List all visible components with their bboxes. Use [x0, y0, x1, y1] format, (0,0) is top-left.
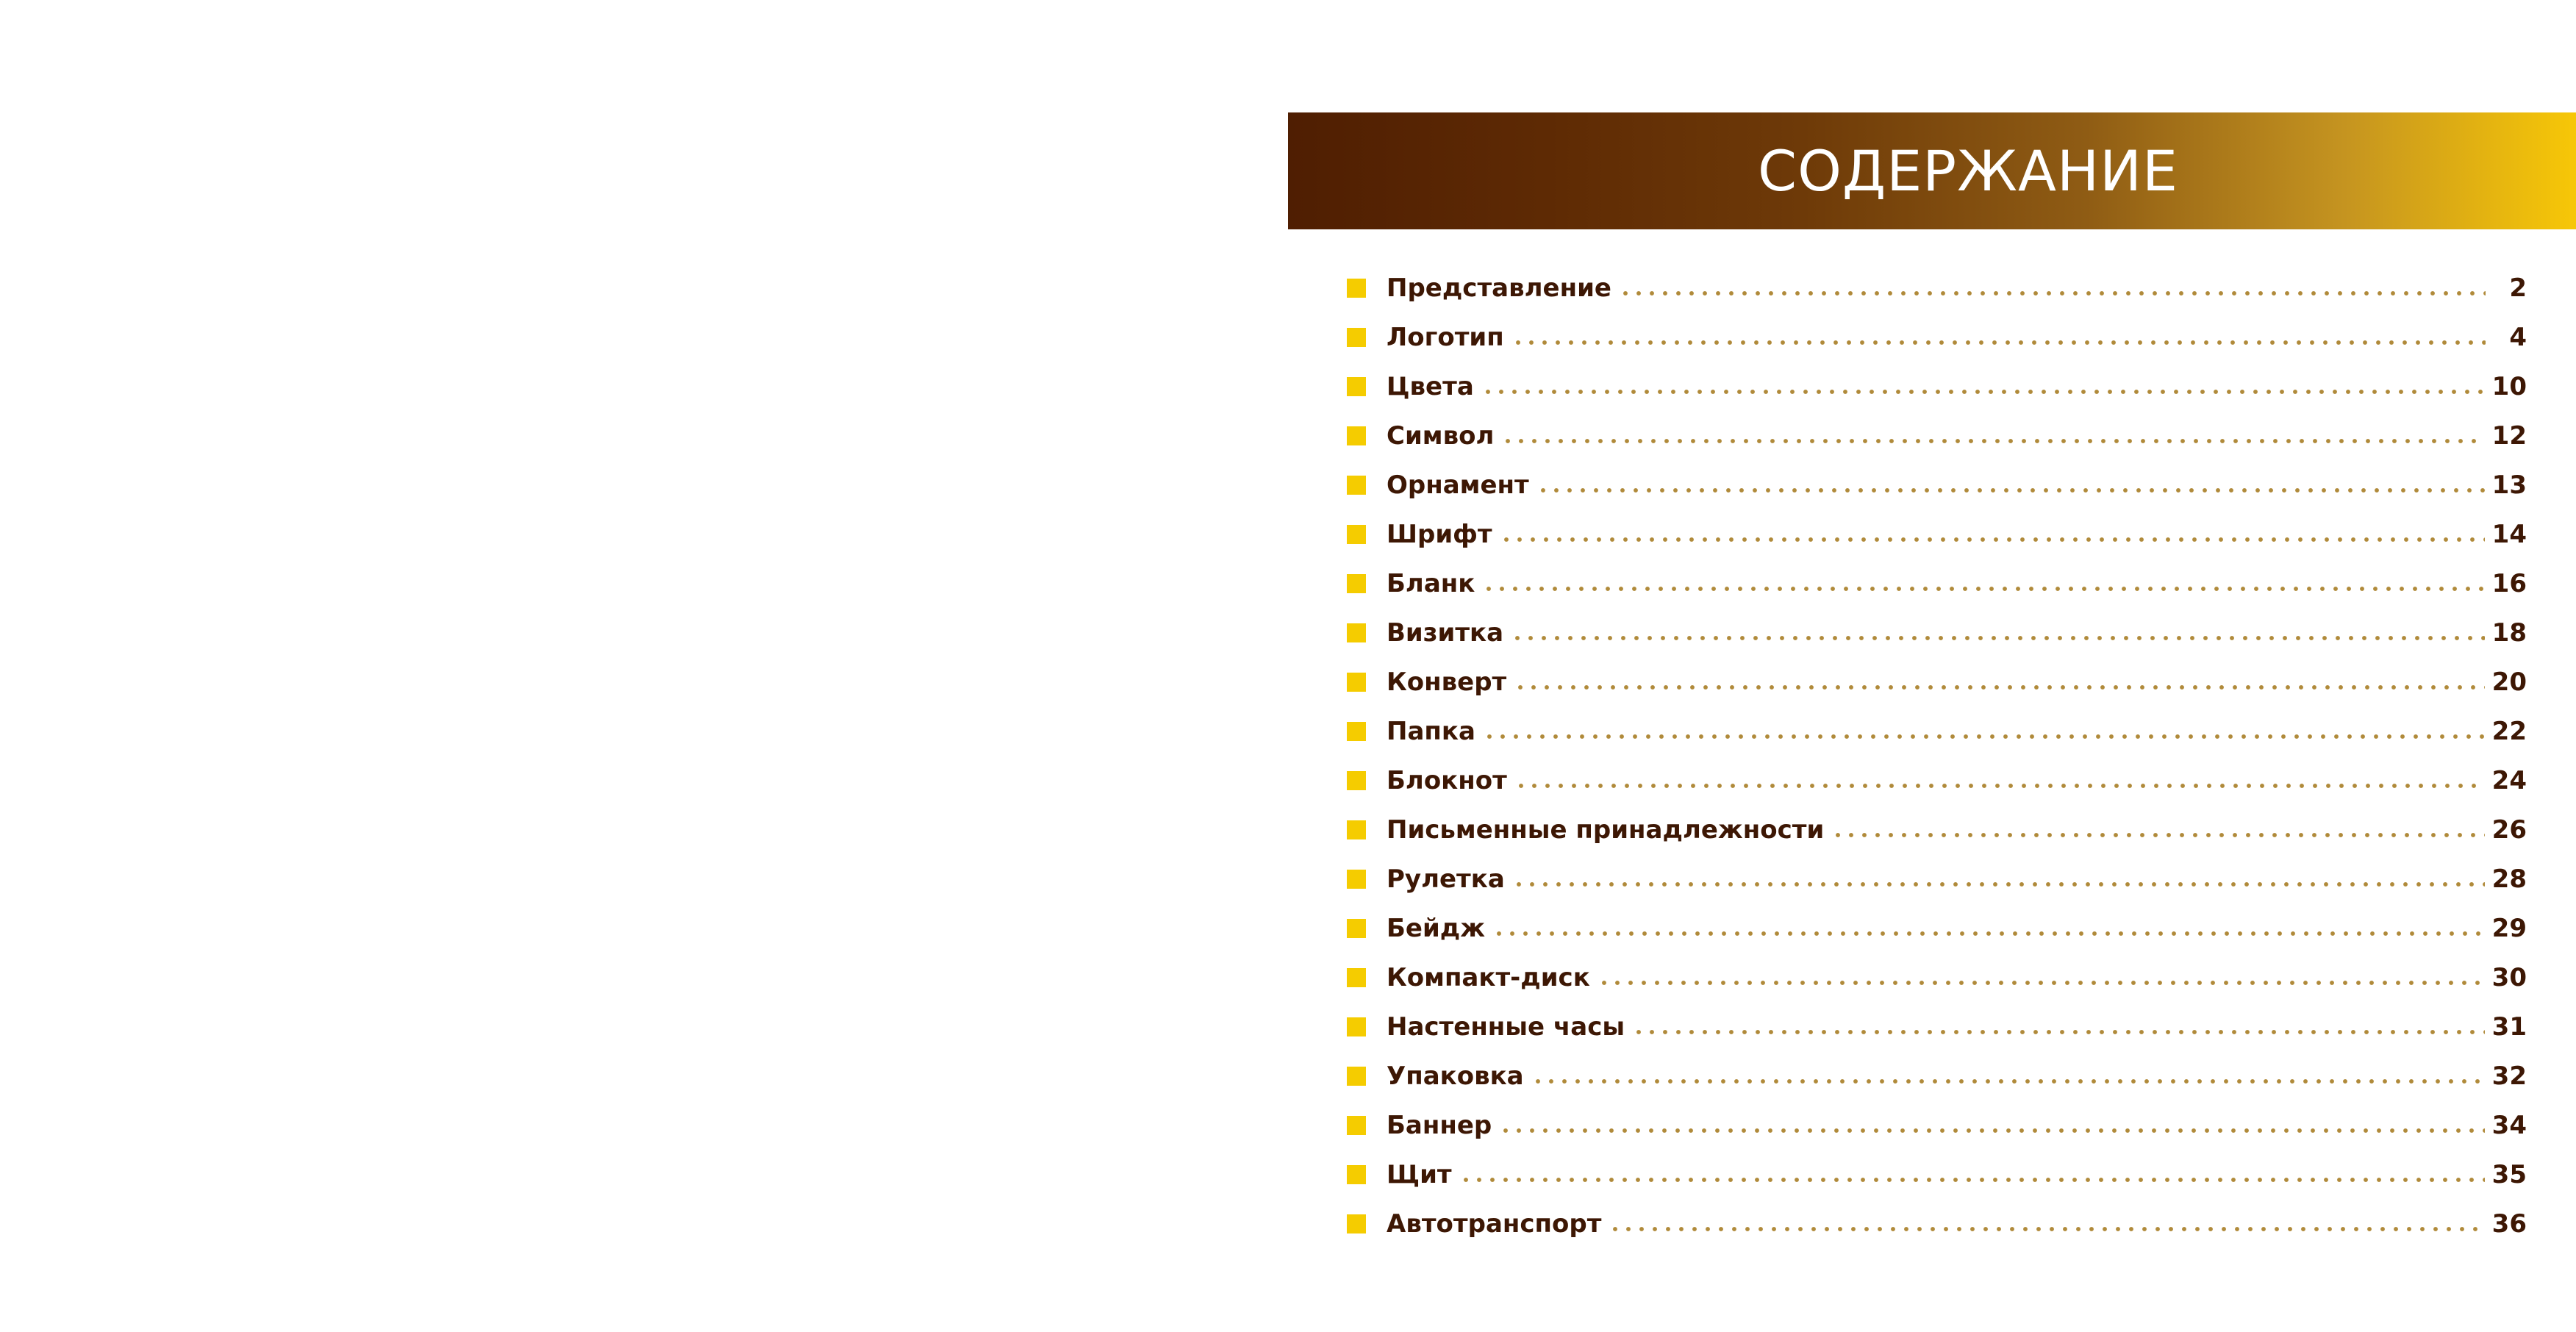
square-bullet-icon: [1347, 870, 1366, 889]
toc-page-number: 13: [2491, 470, 2527, 500]
toc-entry[interactable]: [1347, 362, 2527, 411]
toc-entry-title: Символ: [1387, 420, 1495, 451]
toc-entry-title: Упаковка: [1387, 1061, 1524, 1091]
toc-entry-title: Цвета: [1387, 371, 1474, 401]
square-bullet-icon: [1347, 574, 1366, 593]
square-bullet-icon: [1347, 722, 1366, 741]
toc-entry[interactable]: [1347, 1199, 2527, 1248]
toc-entry[interactable]: [1347, 312, 2527, 362]
toc-page-number: 35: [2491, 1159, 2527, 1189]
toc-entry-title: Письменные принадлежности: [1387, 814, 1825, 845]
toc-page-number: 22: [2491, 716, 2527, 746]
toc-entry[interactable]: [1347, 1100, 2527, 1150]
toc-page-number: 12: [2491, 420, 2527, 451]
toc-entry[interactable]: [1347, 509, 2527, 559]
toc-entry-title: Настенные часы: [1387, 1011, 1625, 1042]
dot-leader: [1514, 685, 2484, 690]
square-bullet-icon: [1347, 1017, 1366, 1036]
contents-page: [1288, 0, 2576, 1332]
square-bullet-icon: [1347, 279, 1366, 298]
square-bullet-icon: [1347, 673, 1366, 692]
toc-page-number: 18: [2491, 617, 2527, 648]
square-bullet-icon: [1347, 1165, 1366, 1184]
square-bullet-icon: [1347, 525, 1366, 544]
toc-entry-title: Бейдж: [1387, 913, 1486, 943]
toc-entry-title: Логотип: [1387, 322, 1504, 352]
toc-page-number: 2: [2509, 273, 2527, 303]
square-bullet-icon: [1347, 1116, 1366, 1135]
dot-leader: [1483, 734, 2485, 739]
toc-entry[interactable]: [1347, 460, 2527, 509]
table-of-contents: [1347, 263, 2527, 1248]
toc-page-number: 32: [2491, 1061, 2527, 1091]
toc-entry-title: Блокнот: [1387, 765, 1507, 795]
toc-entry-title: Конверт: [1387, 667, 1507, 697]
toc-page-number: 16: [2491, 568, 2527, 598]
square-bullet-icon: [1347, 377, 1366, 396]
toc-page-number: 30: [2491, 962, 2527, 992]
dot-leader: [1514, 784, 2485, 788]
toc-entry-title: Шрифт: [1387, 519, 1492, 549]
dot-leader: [1619, 291, 2486, 296]
dot-leader: [1609, 1227, 2484, 1231]
dot-leader: [1511, 340, 2486, 345]
toc-entry[interactable]: [1347, 706, 2527, 756]
square-bullet-icon: [1347, 968, 1366, 987]
toc-page-number: 31: [2491, 1011, 2527, 1042]
dot-leader: [1492, 931, 2485, 936]
dot-leader: [1511, 636, 2485, 640]
toc-entry-title: Орнамент: [1387, 470, 1529, 500]
toc-entry-title: Автотранспорт: [1387, 1209, 1602, 1239]
toc-entry[interactable]: [1347, 657, 2527, 706]
toc-entry[interactable]: [1347, 559, 2527, 608]
toc-page-number: 10: [2491, 371, 2527, 401]
toc-entry-title: Рулетка: [1387, 864, 1505, 894]
toc-page-number: 24: [2491, 765, 2527, 795]
dot-leader: [1512, 882, 2485, 887]
dot-leader: [1536, 488, 2485, 493]
square-bullet-icon: [1347, 476, 1366, 495]
contents-banner: [1288, 112, 2576, 229]
square-bullet-icon: [1347, 1214, 1366, 1233]
toc-page-number: 20: [2491, 667, 2527, 697]
toc-page-number: 4: [2509, 322, 2527, 352]
dot-leader: [1481, 390, 2485, 394]
dot-leader: [1831, 833, 2484, 837]
dot-leader: [1632, 1030, 2485, 1034]
toc-entry-title: Компакт-диск: [1387, 962, 1590, 992]
toc-entry[interactable]: [1347, 805, 2527, 854]
toc-page-number: 14: [2491, 519, 2527, 549]
toc-page-number: 36: [2491, 1209, 2527, 1239]
toc-entry-title: Бланк: [1387, 568, 1475, 598]
square-bullet-icon: [1347, 919, 1366, 938]
toc-entry-title: Папка: [1387, 716, 1475, 746]
toc-entry[interactable]: [1347, 411, 2527, 460]
toc-entry[interactable]: [1347, 1051, 2527, 1100]
toc-entry[interactable]: [1347, 953, 2527, 1002]
page-title: СОДЕРЖАНИЕ: [1758, 138, 2178, 204]
toc-page-number: 28: [2491, 864, 2527, 894]
toc-entry[interactable]: [1347, 756, 2527, 805]
toc-entry-title: Щит: [1387, 1159, 1452, 1189]
square-bullet-icon: [1347, 820, 1366, 839]
square-bullet-icon: [1347, 771, 1366, 790]
toc-page-number: 26: [2491, 814, 2527, 845]
dot-leader: [1501, 439, 2484, 443]
toc-entry[interactable]: [1347, 854, 2527, 903]
toc-entry-title: Визитка: [1387, 617, 1504, 648]
toc-entry[interactable]: [1347, 608, 2527, 657]
dot-leader: [1459, 1178, 2485, 1182]
dot-leader: [1500, 537, 2485, 542]
dot-leader: [1482, 587, 2484, 591]
square-bullet-icon: [1347, 1067, 1366, 1086]
toc-page-number: 29: [2491, 913, 2527, 943]
toc-entry[interactable]: [1347, 903, 2527, 953]
toc-entry[interactable]: [1347, 1150, 2527, 1199]
dot-leader: [1598, 981, 2485, 985]
toc-entry[interactable]: [1347, 1002, 2527, 1051]
square-bullet-icon: [1347, 623, 1366, 642]
toc-page-number: 34: [2491, 1110, 2527, 1140]
toc-entry[interactable]: [1347, 263, 2527, 312]
dot-leader: [1531, 1079, 2485, 1084]
square-bullet-icon: [1347, 328, 1366, 347]
dot-leader: [1499, 1128, 2484, 1133]
toc-entry-title: Баннер: [1387, 1110, 1492, 1140]
square-bullet-icon: [1347, 426, 1366, 445]
toc-entry-title: Представление: [1387, 273, 1611, 303]
